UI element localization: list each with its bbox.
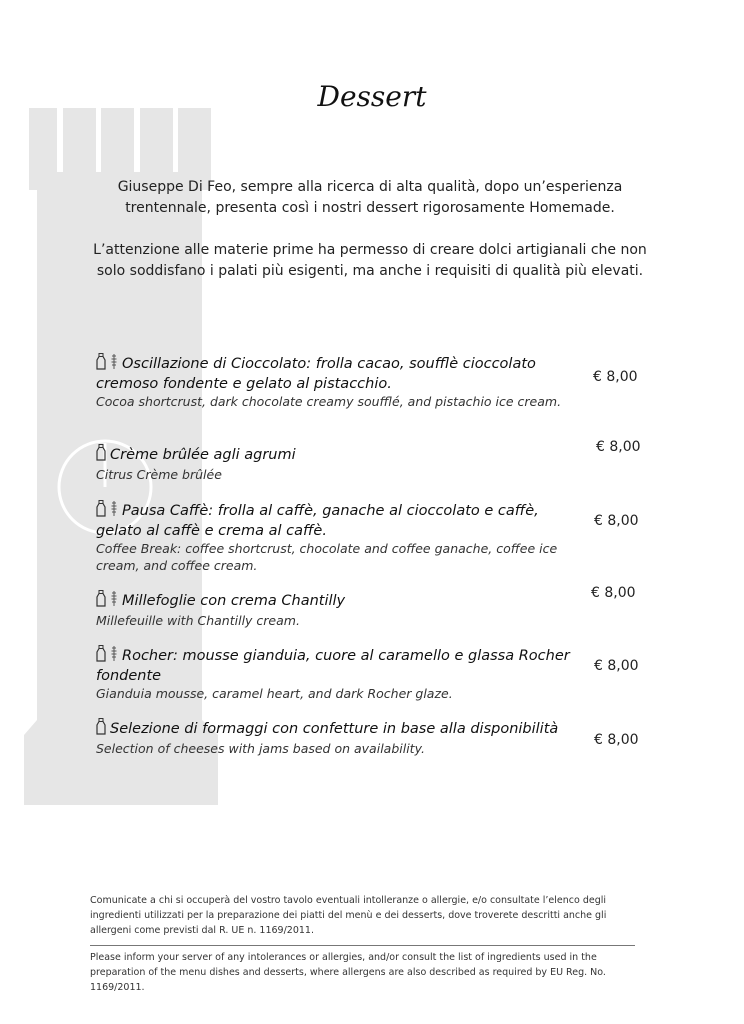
menu-item-title: [96, 353, 586, 393]
menu-item: [96, 500, 586, 574]
menu-item-description: Cocoa shortcrust, dark chocolate creamy soufflé, and pistachio ice cream.: [96, 394, 562, 409]
menu-item-title-text: Crème brûlée agli agrumi: [110, 447, 296, 463]
menu-item-title-text: Rocher: mousse gianduia, cuore al caramello e glassa Rocher fondente: [96, 648, 570, 684]
menu-item: [96, 590, 586, 629]
menu-item: [96, 645, 586, 702]
menu-item-title: [96, 645, 586, 685]
intro-paragraph-1: Giuseppe Di Feo, sempre alla ricerca di alta qualità, dopo un’esperienza trentennale, presenta così i nostri dessert rigorosamente Homemade.: [117, 179, 623, 216]
menu-item-description: Selection of cheeses with jams based on availability.: [96, 741, 425, 756]
menu-item-price: € 8,00: [593, 369, 638, 385]
menu-item-price: € 8,00: [594, 513, 639, 529]
wheat-icon: [110, 590, 118, 612]
menu-item-title-text: Selezione di formaggi con confetture in base alla disponibilità: [110, 721, 559, 737]
menu-item-title-text: Millefoglie con crema Chantilly: [122, 593, 346, 609]
menu-item-description: Citrus Crème brûlée: [96, 467, 222, 482]
menu-item-price: € 8,00: [591, 585, 636, 601]
menu-item: [96, 718, 586, 757]
milk-icon: [96, 353, 106, 375]
divider: [90, 945, 635, 946]
milk-icon: [96, 718, 106, 740]
menu-item-description: Coffee Break: coffee shortcrust, chocolate and coffee ganache, coffee ice cream, and coffee cream.: [96, 541, 558, 573]
milk-icon: [96, 590, 106, 612]
menu-item-title: [96, 590, 586, 612]
menu-item-description: Gianduia mousse, caramel heart, and dark Rocher glaze.: [96, 686, 453, 701]
menu-item-title: [96, 444, 586, 466]
menu-item-title-text: Pausa Caffè: frolla al caffè, ganache al cioccolato e caffè, gelato al caffè e crema al caffè.: [96, 503, 539, 539]
milk-icon: [96, 444, 106, 466]
wheat-icon: [110, 645, 118, 667]
menu-item-title: [96, 718, 586, 740]
menu-item-description: Millefeuille with Chantilly cream.: [96, 613, 300, 628]
page-title: Dessert: [317, 80, 427, 113]
menu-item-price: € 8,00: [596, 439, 641, 455]
intro-paragraph-2: L’attenzione alle materie prime ha permesso di creare dolci artigianali che non solo soddisfano i palati più esigenti, ma anche i requisiti di qualità più elevati.: [93, 242, 647, 279]
menu-item-title-text: Oscillazione di Cioccolato: frolla cacao, soufflè cioccolato cremoso fondente e gelato al pistacchio.: [96, 356, 536, 392]
allergen-notice-it: Comunicate a chi si occuperà del vostro tavolo eventuali intolleranze o allergie, e/o consultate l’elenco degli ingredienti utilizzati per la preparazione dei piatti del menù e dei desserts, dove troverete descritti anche gli allergeni come previsti dal R. UE n. 1169/2011.: [90, 895, 607, 936]
menu-item-price: € 8,00: [594, 732, 639, 748]
menu-item-price: € 8,00: [594, 658, 639, 674]
allergen-notice-en: Please inform your server of any intolerances or allergies, and/or consult the list of ingredients used in the preparation of the menu dishes and desserts, where allergens are also described as required by EU Reg. No. 1169/2011.: [90, 952, 606, 993]
menu-item: [96, 353, 586, 410]
menu-item-title: [96, 500, 586, 540]
milk-icon: [96, 645, 106, 667]
wheat-icon: [110, 500, 118, 522]
menu-item: [96, 444, 586, 483]
wheat-icon: [110, 353, 118, 375]
milk-icon: [96, 500, 106, 522]
